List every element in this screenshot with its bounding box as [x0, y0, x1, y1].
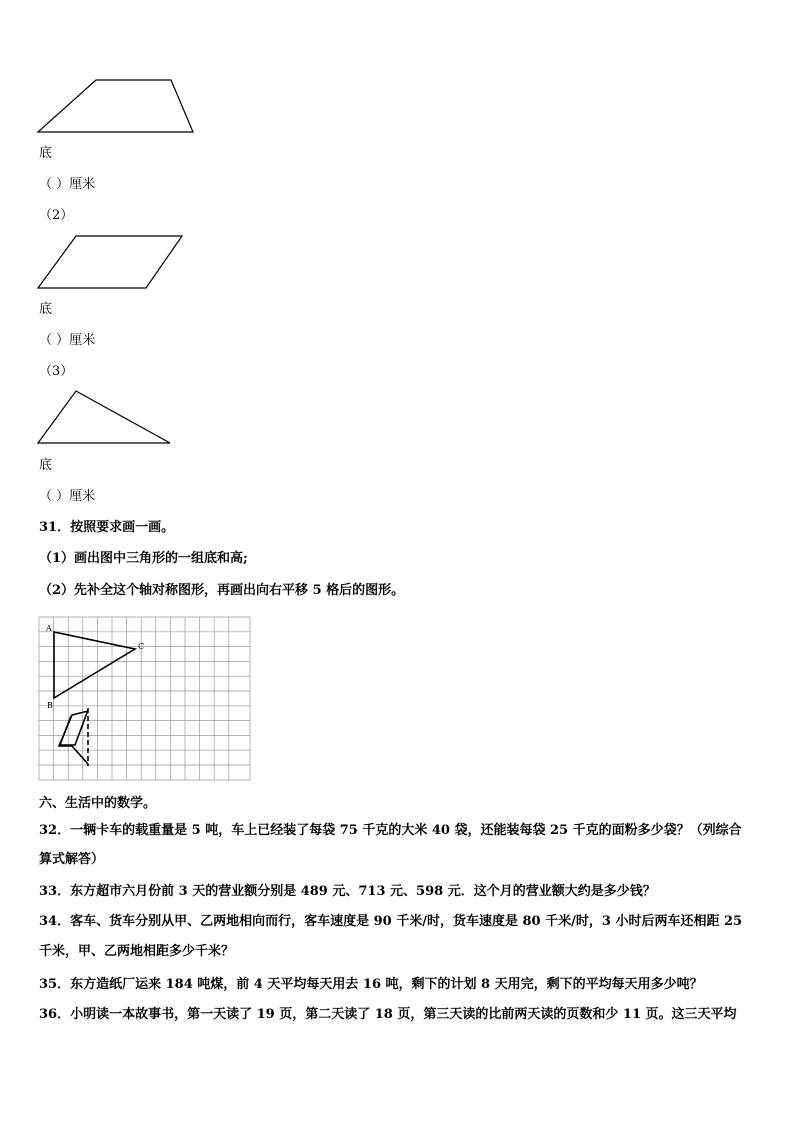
fig1-base-label: 底 — [39, 146, 53, 161]
fig3-number: （3） — [39, 364, 74, 379]
q34-line1: 34．客车、货车分别从甲、乙两地相向而行，客车速度是 90 千米/时，货车速度是 80 千米/时，3 小时后两车还相距 25 — [39, 914, 743, 929]
q33: 33．东方超市六月份前 3 天的营业额分别是 489 元、713 元、598 元．这个月的营业额大约是多少钱？ — [39, 884, 656, 899]
trapezoid-figure — [36, 78, 198, 136]
grid-label-c: C — [138, 642, 145, 651]
fig2-number: （2） — [39, 208, 74, 223]
grid-label-b: B — [47, 701, 53, 710]
fig1-answer-blank: （ ）厘米 — [39, 177, 96, 192]
parallelogram-figure — [36, 234, 186, 292]
q32-line2: 算式解答） — [39, 852, 105, 867]
q32-line1: 32．一辆卡车的载重量是 5 吨，车上已经装了每袋 75 千克的大米 40 袋，还能装每袋 25 千克的面粉多少袋？（列综合 — [39, 823, 742, 838]
q35: 35．东方造纸厂运来 184 吨煤，前 4 天平均每天用去 16 吨，剩下的计划 8 天用完，剩下的平均每天用多少吨？ — [39, 977, 703, 992]
grid-lines — [39, 617, 250, 780]
q34-line2: 千米，甲、乙两地相距多少千米？ — [39, 944, 235, 959]
q31-title: 31．按照要求画一画。 — [39, 520, 175, 535]
grid-drawing — [38, 616, 254, 782]
half-shape-outline — [59, 711, 88, 764]
section6-title: 六、生活中的数学。 — [39, 796, 157, 811]
fig3-answer-blank: （ ）厘米 — [39, 489, 96, 504]
grid-label-a: A — [46, 624, 52, 633]
q31-sub1: （1）画出图中三角形的一组底和高; — [39, 551, 248, 566]
fig2-base-label: 底 — [39, 302, 53, 317]
fig3-base-label: 底 — [39, 458, 53, 473]
q36-line1: 36．小明读一本故事书，第一天读了 19 页，第二天读了 18 页，第三天读的比前两天读的页数和少 11 页。这三天平均 — [39, 1007, 737, 1022]
fig2-answer-blank: （ ）厘米 — [39, 333, 96, 348]
grid-triangle-abc — [54, 632, 135, 698]
triangle-figure — [36, 389, 174, 447]
q31-sub2: （2）先补全这个轴对称图形，再画出向右平移 5 格后的图形。 — [39, 583, 405, 598]
